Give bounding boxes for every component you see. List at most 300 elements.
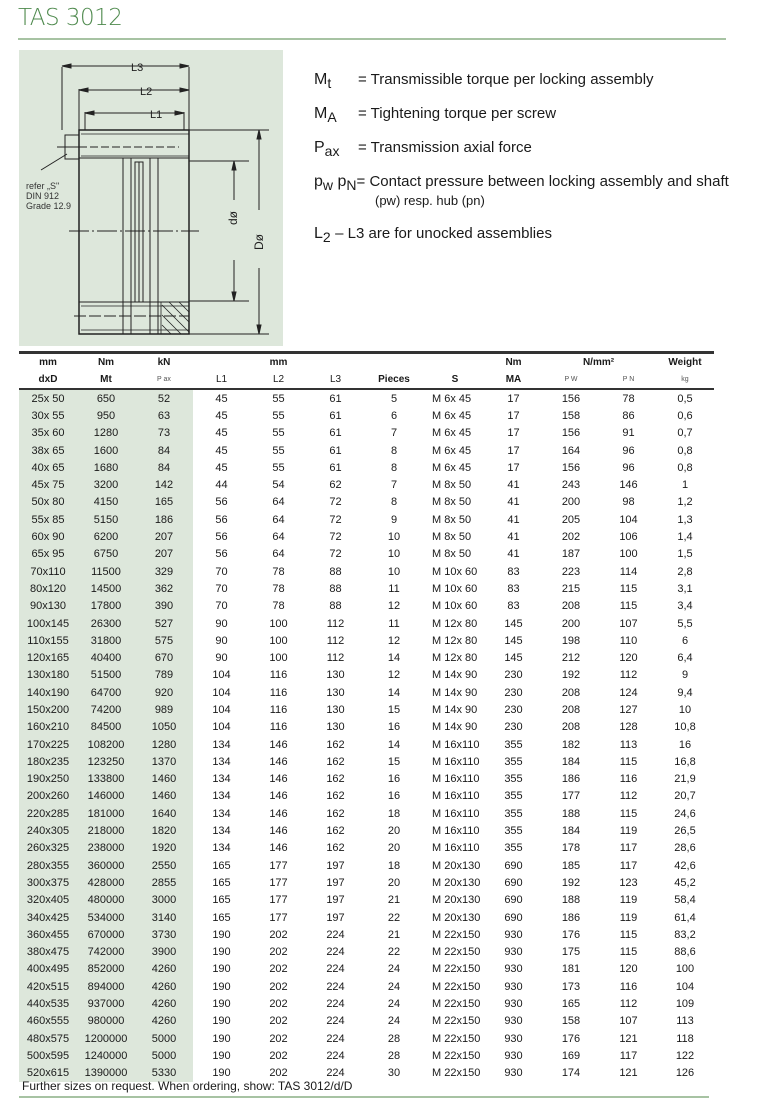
- table-cell: 197: [326, 911, 345, 924]
- table-cell: 224: [326, 928, 345, 941]
- table-row: [19, 511, 714, 528]
- table-cell: 989: [135, 701, 193, 718]
- table-cell: 118: [676, 1032, 694, 1045]
- table-cell: 500x595: [19, 1047, 77, 1064]
- table-cell: 360x455: [19, 926, 77, 943]
- label-d: dø: [226, 210, 240, 225]
- table-cell: 61,4: [674, 911, 696, 924]
- table-cell: 162: [326, 825, 345, 838]
- table-cell: 146: [269, 755, 288, 768]
- table-cell: M 14x 90: [432, 703, 478, 716]
- table-row: [19, 598, 714, 615]
- table-cell: 181: [561, 963, 581, 976]
- table-row: [19, 425, 714, 442]
- table-cell: M 12x 80: [432, 634, 478, 647]
- table-cell: 4260: [135, 995, 193, 1012]
- table-cell: 26,5: [674, 825, 696, 838]
- table-cell: 355: [504, 773, 523, 786]
- table-cell: 176: [561, 928, 581, 941]
- table-row: [19, 995, 714, 1012]
- table-cell: 109: [675, 998, 695, 1011]
- table-cell: 12: [387, 600, 401, 613]
- table-cell: 117: [619, 842, 638, 855]
- table-cell: 190x250: [19, 771, 77, 788]
- table-cell: 178: [561, 842, 581, 855]
- table-cell: 45: [215, 392, 228, 405]
- table-row: [19, 407, 714, 424]
- table-cell: 3,1: [677, 582, 693, 595]
- table-cell: 2,8: [677, 565, 693, 578]
- table-cell: M 10x 60: [432, 582, 478, 595]
- table-cell: 230: [504, 721, 523, 734]
- table-cell: M 22x150: [432, 1015, 481, 1028]
- table-cell: 9: [390, 513, 398, 526]
- table-cell: M 14x 90: [432, 686, 478, 699]
- table-cell: 78: [272, 600, 285, 613]
- table-cell: 20,7: [674, 790, 696, 803]
- table-cell: 72: [329, 513, 342, 526]
- table-cell: M 16x110: [432, 738, 480, 751]
- table-row: [19, 1030, 714, 1047]
- table-cell: 123: [619, 876, 638, 889]
- table-cell: 56: [215, 513, 228, 526]
- table-cell: 20: [387, 825, 401, 838]
- table-cell: 1680: [77, 459, 135, 476]
- table-cell: 116: [269, 669, 288, 682]
- header-unit: Nm: [77, 353, 135, 372]
- screw-note-line: refer „S": [26, 181, 60, 191]
- table-cell: 55x 85: [19, 511, 77, 528]
- header-unit: [193, 353, 250, 372]
- table-cell: 187: [561, 548, 581, 561]
- table-cell: 72: [329, 531, 342, 544]
- table-cell: 186: [135, 511, 193, 528]
- table-cell: M 8x 50: [432, 531, 472, 544]
- screw-note: [26, 181, 71, 211]
- table-cell: 355: [504, 825, 523, 838]
- table-cell: 202: [269, 1049, 288, 1062]
- table-cell: 162: [326, 755, 345, 768]
- table-cell: M 16x110: [432, 773, 480, 786]
- table-cell: 45x 75: [19, 476, 77, 493]
- table-cell: 107: [619, 617, 638, 630]
- table-cell: 112: [619, 790, 638, 803]
- table-cell: 575: [135, 632, 193, 649]
- table-cell: 88,6: [674, 946, 696, 959]
- table-cell: 355: [504, 842, 523, 855]
- table-cell: 41: [507, 479, 520, 492]
- table-cell: 280x355: [19, 857, 77, 874]
- table-cell: M 22x150: [432, 1067, 481, 1080]
- table-row: [19, 822, 714, 839]
- table-cell: 91: [622, 427, 635, 440]
- header-dxd: dxD: [19, 371, 77, 389]
- table-cell: 200: [561, 617, 581, 630]
- table-cell: 520x615: [19, 1065, 77, 1082]
- table-cell: 894000: [77, 978, 135, 995]
- table-cell: 130x180: [19, 667, 77, 684]
- header-unit: [424, 353, 486, 372]
- table-row: [19, 978, 714, 995]
- table-cell: 52: [135, 389, 193, 407]
- table-cell: 930: [504, 1067, 523, 1080]
- table-cell: 8: [390, 461, 398, 474]
- table-cell: 134: [212, 842, 231, 855]
- table-cell: 100: [675, 963, 695, 976]
- table-row: [19, 459, 714, 476]
- table-cell: 480x575: [19, 1030, 77, 1047]
- table-row: [19, 719, 714, 736]
- table-cell: 355: [504, 807, 523, 820]
- table-row: [19, 788, 714, 805]
- table-cell: 2550: [135, 857, 193, 874]
- table-cell: 1280: [135, 736, 193, 753]
- table-cell: 355: [504, 755, 523, 768]
- table-cell: 31800: [77, 632, 135, 649]
- table-cell: 789: [135, 667, 193, 684]
- legend-symbol: $M_t$: [314, 71, 332, 91]
- table-cell: M 10x 60: [432, 565, 478, 578]
- table-cell: M 6x 45: [432, 409, 472, 422]
- table-row: [19, 649, 714, 666]
- table-cell: 121: [619, 1067, 638, 1080]
- table-row: [19, 1047, 714, 1064]
- table-cell: M 22x150: [432, 963, 481, 976]
- table-cell: 202: [269, 980, 288, 993]
- table-cell: 177: [269, 859, 288, 872]
- table-row: [19, 805, 714, 822]
- table-cell: 16: [387, 790, 401, 803]
- table-cell: 177: [269, 911, 288, 924]
- header-weight-unit: kg: [656, 371, 714, 389]
- table-cell: 45: [215, 409, 228, 422]
- table-cell: 54: [272, 479, 285, 492]
- table-cell: 218000: [77, 822, 135, 839]
- table-cell: 84: [135, 459, 193, 476]
- table-cell: 121: [619, 1032, 638, 1045]
- table-cell: 50x 80: [19, 494, 77, 511]
- table-row: [19, 615, 714, 632]
- table-cell: 10: [387, 565, 401, 578]
- table-cell: 162: [326, 790, 345, 803]
- table-cell: 186: [561, 911, 581, 924]
- screw-note-line: DIN 912: [26, 191, 60, 201]
- table-cell: 380x475: [19, 944, 77, 961]
- table-cell: 173: [561, 980, 581, 993]
- header-pieces: Pieces: [364, 371, 424, 389]
- table-cell: 170x225: [19, 736, 77, 753]
- footer-divider: [19, 1096, 709, 1098]
- table-cell: 115: [619, 807, 638, 820]
- table-cell: 145: [504, 652, 523, 665]
- table-cell: 78: [622, 392, 635, 405]
- table-cell: M 12x 80: [432, 652, 478, 665]
- table-cell: 61: [329, 444, 342, 457]
- table-cell: 104: [212, 703, 231, 716]
- table-cell: 140x190: [19, 684, 77, 701]
- table-row: [19, 892, 714, 909]
- table-cell: 4150: [77, 494, 135, 511]
- table-cell: 41: [507, 531, 520, 544]
- table-cell: 116: [619, 773, 638, 786]
- table-cell: M 12x 80: [432, 617, 478, 630]
- table-cell: 4260: [135, 961, 193, 978]
- table-cell: 930: [504, 963, 523, 976]
- table-cell: 83,2: [674, 928, 696, 941]
- table-cell: 28: [387, 1049, 401, 1062]
- table-cell: 9: [681, 669, 689, 682]
- legend-text: = Contact pressure between locking assembly and shaft: [356, 173, 729, 190]
- table-cell: 146: [269, 773, 288, 786]
- table-cell: 40400: [77, 649, 135, 666]
- header-ma: MA: [486, 371, 541, 389]
- table-cell: 41: [507, 513, 520, 526]
- table-cell: 188: [561, 894, 581, 907]
- table-cell: 45: [215, 427, 228, 440]
- technical-drawing: [19, 50, 283, 346]
- table-cell: M 22x150: [432, 946, 481, 959]
- table-cell: 56: [215, 548, 228, 561]
- table-cell: 1280: [77, 425, 135, 442]
- table-cell: 15: [387, 755, 401, 768]
- table-cell: 17: [507, 444, 520, 457]
- table-cell: 45,2: [674, 876, 696, 889]
- table-cell: 114: [619, 565, 638, 578]
- legend-item-pax: [314, 139, 532, 159]
- table-cell: 158: [561, 1015, 581, 1028]
- table-cell: 1460: [135, 788, 193, 805]
- header-pn: P N: [601, 371, 656, 389]
- table-cell: 224: [326, 946, 345, 959]
- table-row: [19, 1013, 714, 1030]
- table-cell: 223: [561, 565, 581, 578]
- table-cell: 192: [561, 669, 581, 682]
- table-row: [19, 961, 714, 978]
- legend-symbol: $P_{ax}$: [314, 139, 340, 159]
- label-l1: L1: [150, 109, 163, 121]
- table-cell: 158: [561, 409, 581, 422]
- table-cell: 126: [675, 1067, 695, 1080]
- table-cell: 1050: [135, 719, 193, 736]
- header-names-row: [19, 371, 714, 389]
- table-cell: M 6x 45: [432, 427, 472, 440]
- table-cell: 80x120: [19, 580, 77, 597]
- table-cell: 24: [387, 963, 401, 976]
- table-cell: 30: [387, 1067, 401, 1080]
- table-cell: 198: [561, 634, 581, 647]
- table-cell: 24: [387, 980, 401, 993]
- table-cell: 128: [619, 721, 638, 734]
- table-cell: 90: [215, 617, 228, 630]
- table-cell: 190: [212, 946, 231, 959]
- table-row: [19, 667, 714, 684]
- table-cell: 197: [326, 859, 345, 872]
- table-cell: M 22x150: [432, 1049, 481, 1062]
- table-cell: 15: [387, 703, 401, 716]
- table-cell: 6,4: [677, 652, 693, 665]
- table-cell: 3,4: [677, 600, 693, 613]
- table-cell: M 22x150: [432, 1032, 481, 1045]
- table-cell: 930: [504, 980, 523, 993]
- table-cell: 224: [326, 1015, 345, 1028]
- table-cell: 55: [272, 427, 285, 440]
- table-cell: 224: [326, 980, 345, 993]
- table-cell: 124: [619, 686, 638, 699]
- table-cell: 146: [619, 479, 638, 492]
- table-cell: 22: [387, 946, 401, 959]
- table-cell: 1370: [135, 753, 193, 770]
- table-cell: 7: [390, 427, 398, 440]
- table-cell: 64: [272, 513, 285, 526]
- table-cell: 3900: [135, 944, 193, 961]
- table-cell: 230: [504, 686, 523, 699]
- table-cell: 106: [619, 531, 638, 544]
- table-cell: 420x515: [19, 978, 77, 995]
- table-cell: 100: [269, 652, 288, 665]
- table-cell: 165: [212, 876, 231, 889]
- header-unit: Weight: [656, 353, 714, 372]
- table-cell: 534000: [77, 909, 135, 926]
- table-cell: 28: [387, 1032, 401, 1045]
- table-cell: 88: [329, 582, 342, 595]
- table-cell: 180x235: [19, 753, 77, 770]
- table-cell: 202: [561, 531, 581, 544]
- table-cell: 134: [212, 755, 231, 768]
- table-cell: 175: [561, 946, 581, 959]
- table-cell: 190: [212, 1049, 231, 1062]
- ordering-note: Further sizes on request. When ordering, show: TAS 3012/d/D: [22, 1079, 353, 1093]
- table-cell: M 16x110: [432, 790, 480, 803]
- table-cell: M 16x110: [432, 842, 480, 855]
- table-cell: 28,6: [674, 842, 696, 855]
- table-cell: 73: [135, 425, 193, 442]
- table-cell: 55: [272, 409, 285, 422]
- table-cell: 18: [387, 859, 401, 872]
- table-cell: 26300: [77, 615, 135, 632]
- table-cell: M 22x150: [432, 928, 481, 941]
- table-cell: 112: [619, 998, 638, 1011]
- table-row: [19, 632, 714, 649]
- table-cell: M 10x 60: [432, 600, 478, 613]
- table-cell: 134: [212, 807, 231, 820]
- table-cell: 1390000: [77, 1065, 135, 1082]
- table-cell: 208: [561, 600, 581, 613]
- table-row: [19, 528, 714, 545]
- table-cell: 72: [329, 548, 342, 561]
- table-cell: 104: [212, 721, 231, 734]
- table-cell: 60x 90: [19, 528, 77, 545]
- table-cell: 115: [619, 755, 638, 768]
- table-cell: 920: [135, 684, 193, 701]
- table-cell: 8: [390, 496, 398, 509]
- table-cell: 176: [561, 1032, 581, 1045]
- table-cell: 61: [329, 461, 342, 474]
- table-cell: 78: [272, 582, 285, 595]
- table-cell: 3730: [135, 926, 193, 943]
- legend-symbol: $L_2$: [314, 225, 331, 245]
- table-cell: 72: [329, 496, 342, 509]
- table-cell: 16: [387, 773, 401, 786]
- table-cell: 112: [326, 652, 345, 665]
- table-cell: 156: [561, 427, 581, 440]
- table-row: [19, 771, 714, 788]
- header-l3: L3: [307, 371, 364, 389]
- table-cell: 362: [135, 580, 193, 597]
- table-cell: 185: [561, 859, 581, 872]
- table-cell: 527: [135, 615, 193, 632]
- table-cell: 11500: [77, 563, 135, 580]
- table-cell: 64: [272, 496, 285, 509]
- table-cell: 38x 65: [19, 442, 77, 459]
- table-cell: 300x375: [19, 874, 77, 891]
- table-cell: 113: [619, 738, 638, 751]
- table-row: [19, 857, 714, 874]
- table-cell: 8: [390, 444, 398, 457]
- table-cell: 184: [561, 825, 581, 838]
- table-cell: M 8x 50: [432, 479, 472, 492]
- table-cell: 650: [77, 389, 135, 407]
- table-cell: 20: [387, 842, 401, 855]
- table-cell: 90x130: [19, 598, 77, 615]
- table-cell: 146: [269, 825, 288, 838]
- table-row: [19, 736, 714, 753]
- header-units-row: [19, 353, 714, 372]
- table-cell: 16,8: [674, 755, 696, 768]
- table-cell: 17: [507, 427, 520, 440]
- table-cell: 96: [622, 444, 635, 457]
- table-cell: 202: [269, 928, 288, 941]
- table-cell: M 8x 50: [432, 496, 472, 509]
- table-cell: 146000: [77, 788, 135, 805]
- table-cell: 88: [329, 565, 342, 578]
- table-cell: M 6x 45: [432, 444, 472, 457]
- table-cell: 1,3: [677, 513, 693, 526]
- table-cell: 240x305: [19, 822, 77, 839]
- table-cell: 120: [619, 652, 638, 665]
- table-cell: 202: [269, 1015, 288, 1028]
- table-cell: 116: [269, 721, 288, 734]
- table-cell: 130: [326, 703, 345, 716]
- legend-text: – L3 are for unocked assemblies: [335, 225, 552, 242]
- table-cell: 930: [504, 946, 523, 959]
- table-cell: 215: [561, 582, 581, 595]
- table-cell: 115: [619, 946, 638, 959]
- header-unit: kN: [135, 353, 193, 372]
- table-cell: 14500: [77, 580, 135, 597]
- table-cell: 130: [326, 669, 345, 682]
- table-cell: 3200: [77, 476, 135, 493]
- table-cell: 110x155: [19, 632, 77, 649]
- header-pax: P ax: [135, 371, 193, 389]
- table-cell: 104: [212, 669, 231, 682]
- table-cell: 670: [135, 649, 193, 666]
- table-body: [19, 389, 714, 1082]
- table-cell: 355: [504, 738, 523, 751]
- table-cell: 44: [215, 479, 228, 492]
- table-cell: 35x 60: [19, 425, 77, 442]
- table-cell: 2855: [135, 874, 193, 891]
- label-l3: L3: [131, 62, 144, 74]
- table-cell: 145: [504, 617, 523, 630]
- table-cell: 119: [619, 894, 638, 907]
- table-cell: 1: [681, 479, 689, 492]
- table-cell: 182: [561, 738, 581, 751]
- table-cell: 1640: [135, 805, 193, 822]
- table-cell: 115: [619, 928, 638, 941]
- table-cell: 134: [212, 825, 231, 838]
- table-row: [19, 840, 714, 857]
- table-cell: M 14x 90: [432, 669, 478, 682]
